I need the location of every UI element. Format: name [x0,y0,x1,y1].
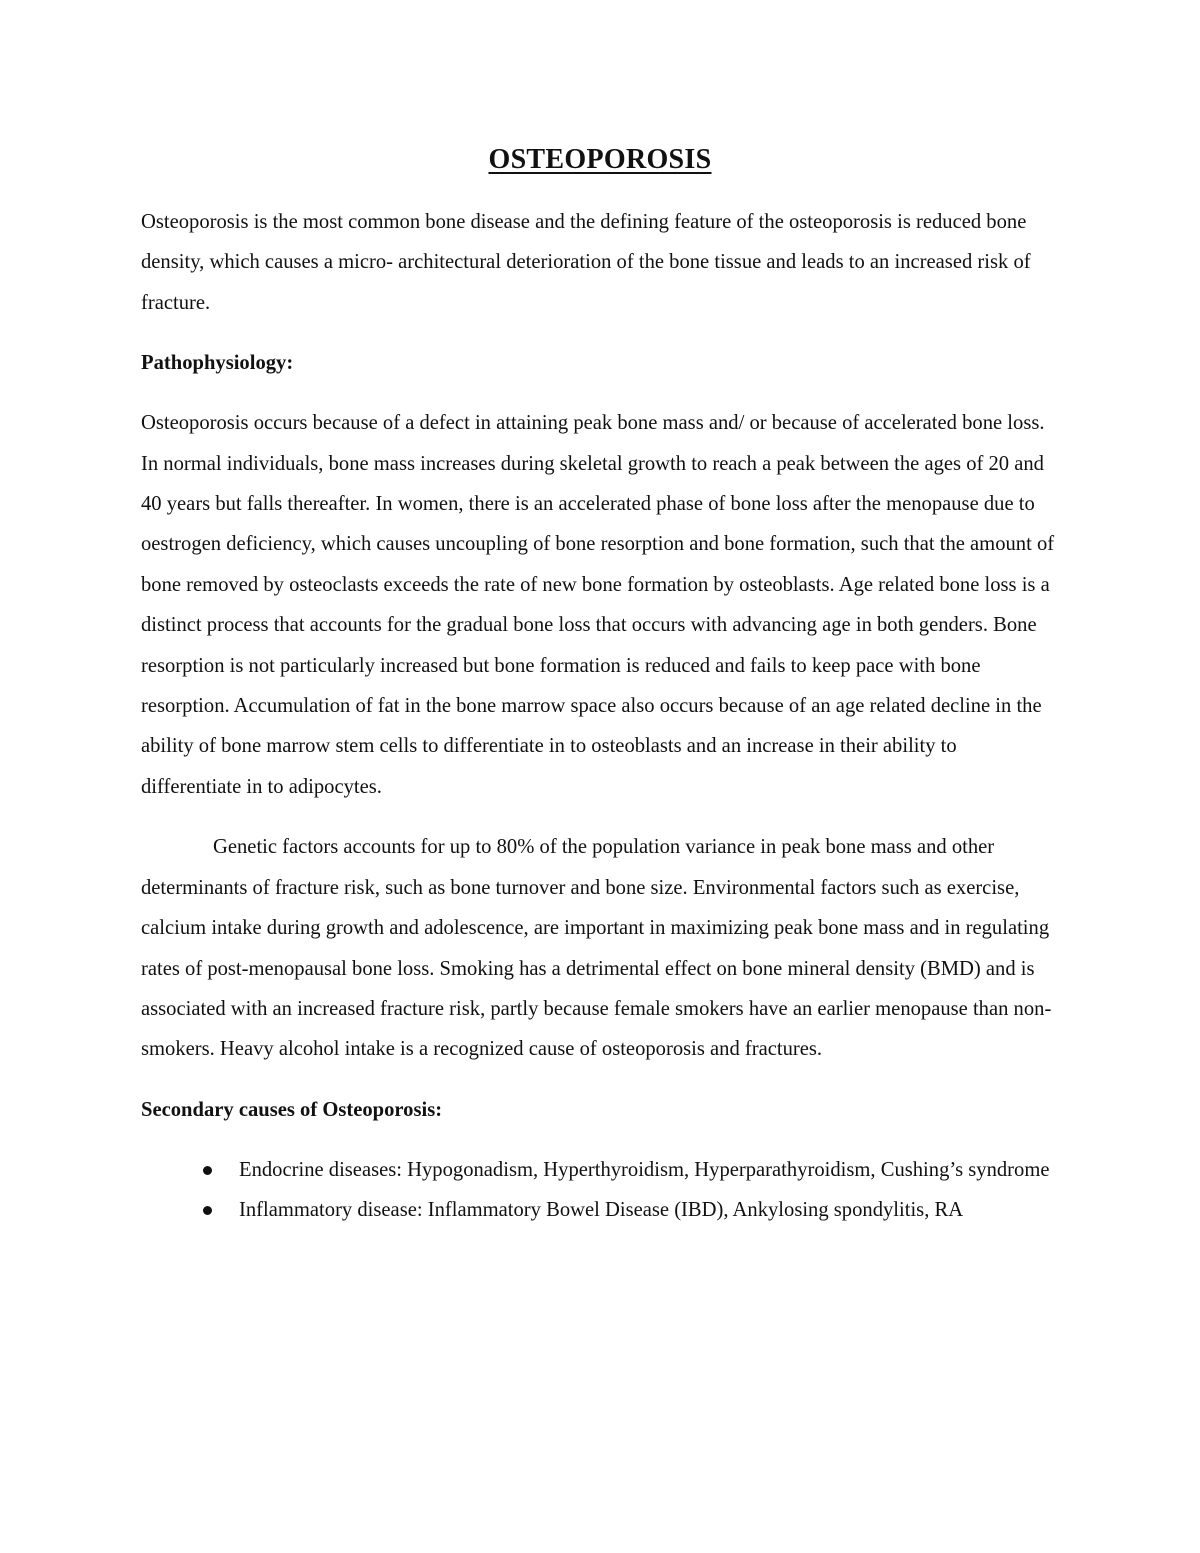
list-item-text: Endocrine diseases: Hypogonadism, Hyperthyroidism, Hyperparathyroidism, Cushing’s syndrome [239,1158,1050,1181]
document-page [141,140,1059,1231]
bullet-icon [203,1166,212,1175]
list-item [239,1190,1059,1230]
secondary-causes-list [141,1150,1059,1231]
pathophysiology-paragraph-1: Osteoporosis occurs because of a defect in attaining peak bone mass and/ or because of accelerated bone loss. In normal individuals, bone mass increases during skeletal growth to reach a peak between the ages of 20 and 40 years but falls thereafter. In women, there is an accelerated phase of bone loss after the menopause due to oestrogen deficiency, which causes uncoupling of bone resorption and bone formation, such that the amount of bone removed by osteoclasts exceeds the rate of new bone formation by osteoblasts. Age related bone loss is a distinct process that accounts for the gradual bone loss that occurs with advancing age in both genders. Bone resorption is not particularly increased but bone formation is reduced and fails to keep pace with bone resorption. Accumulation of fat in the bone marrow space also occurs because of an age related decline in the ability of bone marrow stem cells to differentiate in to osteoblasts and an increase in their ability to differentiate in to adipocytes. [141,412,1055,798]
pathophysiology-paragraph-2: Genetic factors accounts for up to 80% of the population variance in peak bone mass and other determinants of fracture risk, such as bone turnover and bone size. Environmental factors such as exercise, calcium intake during growth and adolescence, are important in maximizing peak bone mass and in regulating rates of post-menopausal bone loss. Smoking has a detrimental effect on bone mineral density (BMD) and is associated with an increased fracture risk, partly because female smokers have an earlier menopause than non-smokers. Heavy alcohol intake is a recognized cause of osteoporosis and fractures. [141,836,1052,1061]
secondary-causes-heading: Secondary causes of Osteoporosis: [141,1098,443,1121]
pathophysiology-heading: Pathophysiology: [141,352,294,375]
list-item [239,1150,1059,1190]
list-item-text: Inflammatory disease: Inflammatory Bowel Disease (IBD), Ankylosing spondylitis, RA [239,1199,964,1222]
intro-paragraph: Osteoporosis is the most common bone disease and the defining feature of the osteoporosis is reduced bone density, which causes a micro- architectural deterioration of the bone tissue and leads to an increased risk of fracture. [141,211,1031,314]
bullet-icon [203,1206,212,1215]
document-title: OSTEOPOROSIS [488,144,712,175]
